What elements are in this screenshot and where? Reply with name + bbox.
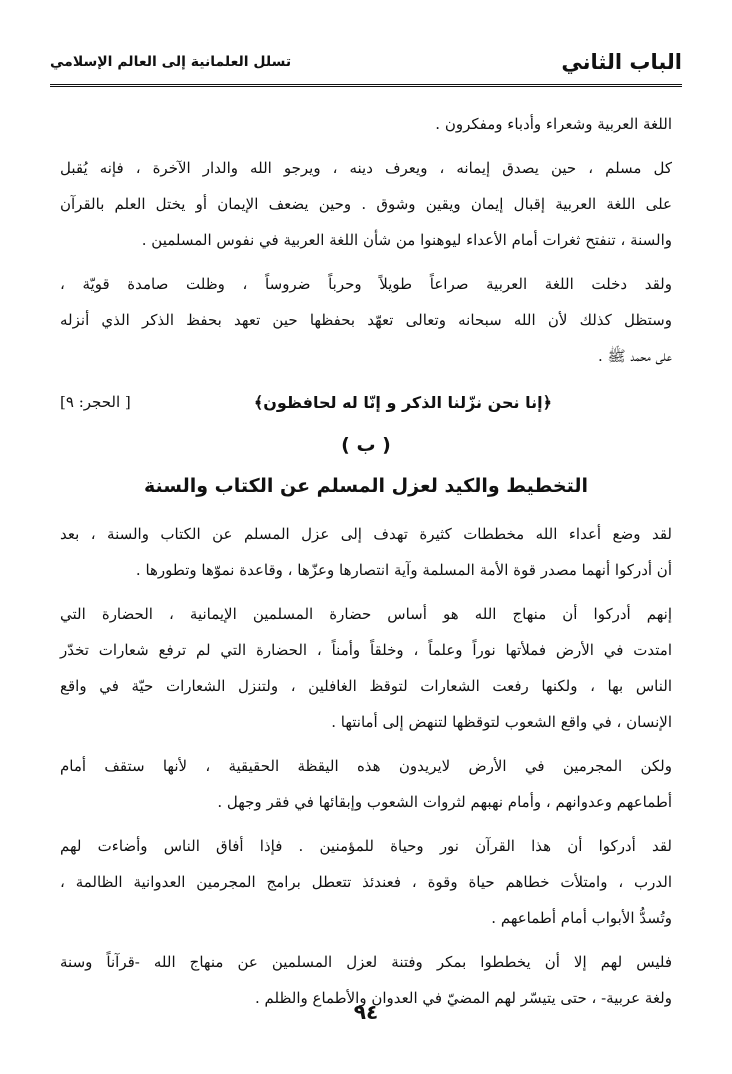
section-title: التخطيط والكيد لعزل المسلم عن الكتاب والسنة bbox=[144, 475, 588, 497]
paragraph bbox=[60, 828, 672, 936]
paragraph bbox=[60, 596, 672, 740]
quran-verse: ﴿إنا نحن نزّلنا الذكر و إنّا له لحافظون﴾ bbox=[253, 392, 552, 412]
text-line: ولكن المجرمين في الأرض لايريدون هذه اليقظة الحقيقية ، لأنها ستقف أمام bbox=[60, 757, 672, 775]
section-letter: ( ب ) bbox=[341, 434, 391, 456]
quran-verse-row bbox=[60, 382, 672, 422]
text-line: وستظل كذلك لأن الله سبحانه وتعالى تعهّد بحفظها حين تعهد بحفظ الذكر الذي أنزله bbox=[60, 311, 672, 329]
text-line: وتُسدُّ الأبواب أمام أطماعهم . bbox=[491, 909, 672, 927]
text-line: أن أدركوا أنهما مصدر قوة الأمة المسلمة وآية انتصارها وعزّها ، وقاعدة نموّها وتطورها . bbox=[135, 561, 672, 579]
paragraphs-top bbox=[60, 106, 672, 374]
text-line: اللغة العربية وشعراء وأدباء ومفكرون . bbox=[435, 115, 672, 133]
book-title: تسلل العلمانية إلى العالم الإسلامي bbox=[50, 54, 292, 70]
paragraph bbox=[60, 266, 672, 374]
text-line: الإنسان ، في واقع الشعوب لتوقظها لتنهض إلى أمانتها . bbox=[331, 713, 672, 731]
paragraph bbox=[60, 106, 672, 142]
verse-reference: [ الحجر: ٩] bbox=[60, 393, 131, 411]
text-line: والسنة ، تنفتح ثغرات أمام الأعداء ليوهنوا من شأن اللغة العربية في نفوس المسلمين . bbox=[141, 231, 672, 249]
text-line: لقد أدركوا أن هذا القرآن نور وحياة للمؤمنين . فإذا أفاق الناس وأضاءت لهم bbox=[60, 837, 672, 855]
text-line: الدرب ، وامتلأت خطاهم حياة وقوة ، فعندئذ تتعطل برامج المجرمين العدوانية الظالمة ، bbox=[60, 873, 672, 891]
text-line: لقد وضع أعداء الله مخططات كثيرة تهدف إلى عزل المسلم عن الكتاب والسنة ، بعد bbox=[60, 525, 672, 543]
paragraph bbox=[60, 516, 672, 588]
paragraph bbox=[60, 150, 672, 258]
text-line: على اللغة العربية إقبال إيمان ويقين وشوق . وحين يضعف الإيمان أو يختل العلم بالقرآن bbox=[60, 195, 672, 213]
text-line: ولقد دخلت اللغة العربية صراعاً طويلاً وحرباً ضروساً ، وظلت صامدة قويّة ، bbox=[60, 275, 672, 293]
text-line: الناس بها ، ولكنها رفعت الشعارات لتوقظ الغافلين ، ولتنزل الشعارات حيّة في واقع bbox=[60, 677, 672, 695]
text-line: امتدت في الأرض فملأتها نوراً وعلماً ، وخلقاً وأمناً ، الحضارة التي لم ترفع شعارات تخدّر bbox=[60, 641, 672, 659]
chapter-title: الباب الثاني bbox=[561, 50, 682, 74]
paragraphs-bottom bbox=[60, 516, 672, 1016]
text-line: أطماعهم وعدوانهم ، وأمام نهبهم لثروات الشعوب وإبقائها في فقر وجهل . bbox=[217, 793, 672, 811]
text-line: فليس لهم إلا أن يخططوا بمكر وفتنة لعزل المسلمين عن منهاج الله -قرآناً وسنة bbox=[60, 953, 672, 971]
text-line: ولغة عربية- ، حتى يتيسّر لهم المضيّ في العدوان والأطماع والظلم . bbox=[254, 989, 672, 1007]
page-body bbox=[60, 106, 672, 1024]
text-line: كل مسلم ، حين يصدق إيمانه ، ويعرف دينه ، ويرجو الله والدار الآخرة ، فإنه يُقبل bbox=[60, 159, 672, 177]
page-number: ٩٤ bbox=[353, 1000, 379, 1024]
paragraph bbox=[60, 748, 672, 820]
text-line: على محمد ﷺ . bbox=[597, 347, 672, 365]
page-header bbox=[50, 40, 682, 87]
text-line: إنهم أدركوا أن منهاج الله هو أساس حضارة المسلمين الإيمانية ، الحضارة التي bbox=[60, 605, 672, 623]
